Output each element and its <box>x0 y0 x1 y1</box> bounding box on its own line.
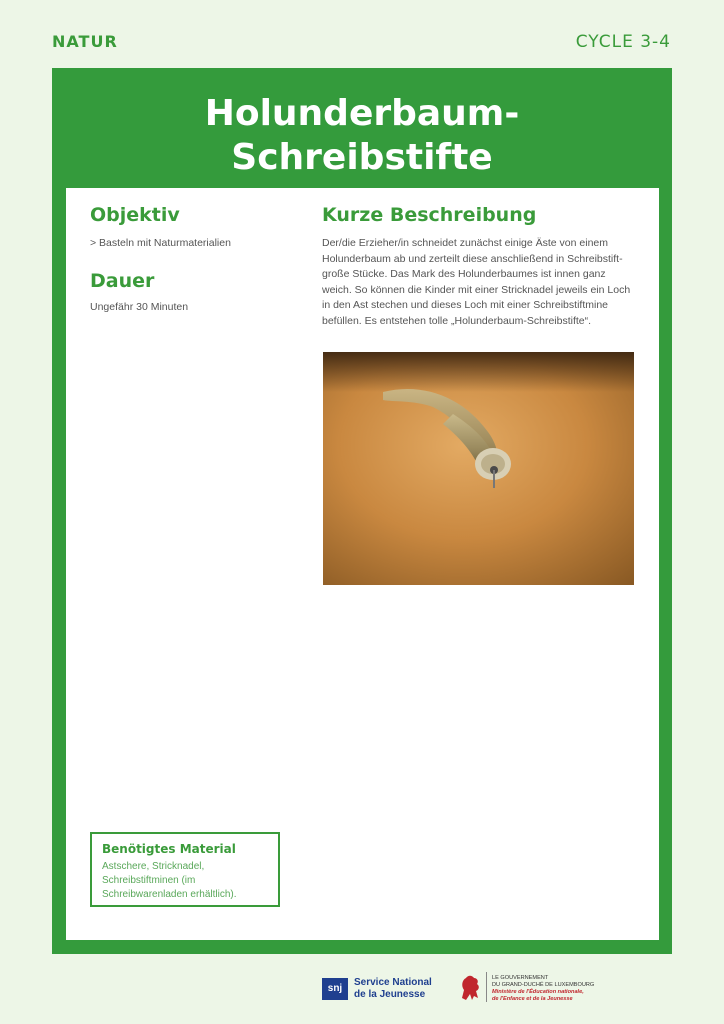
material-heading: Benötigtes Material <box>102 842 236 856</box>
duration-heading: Dauer <box>90 270 155 292</box>
gov-line-3: Ministère de l'Éducation nationale, <box>492 989 584 995</box>
elder-pen-photo <box>323 352 634 585</box>
snj-logo-icon: snj <box>322 978 348 1000</box>
title-line-1: Holunderbaum- <box>204 93 520 134</box>
gov-line-4: de l'Enfance et de la Jeunesse <box>492 996 573 1002</box>
description-text: Der/die Erzieher/in schneidet zunächst einige Äste von einem Holunderbaum ab und zerteilt diese anschließend in Schreibstift-große Stücke. Das Mark des Holunderbaumes ist innen ganz weich. So können die Kinder mit einer Stricknadel jeweils ein Loch in den Ast stechen und dieses Loch mit einer Schreibstiftmine befüllen. Es entstehen tolle „Holunderbaum-Schreibstifte“. <box>322 237 631 327</box>
snj-line-1: Service National <box>354 977 432 988</box>
material-text: Astschere, Stricknadel, Schreibstiftminen (im Schreibwarenladen erhältlich). <box>102 861 237 900</box>
divider <box>486 972 487 1002</box>
activity-card <box>52 68 672 954</box>
objective-text: > Basteln mit Naturmaterialien <box>90 237 231 249</box>
title-line-2: Schreibstifte <box>231 137 493 178</box>
government-logo-block <box>458 968 618 1008</box>
government-text <box>492 975 594 1003</box>
snj-logo-block <box>322 968 442 1008</box>
snj-name <box>354 977 432 1001</box>
elder-pen-image <box>323 352 634 585</box>
snj-line-2: de la Jeunesse <box>354 989 426 1000</box>
gov-line-2: DU GRAND-DUCHÉ DE LUXEMBOURG <box>492 982 595 988</box>
page-title <box>52 92 672 180</box>
content-panel <box>66 188 659 940</box>
duration-text: Ungefähr 30 Minuten <box>90 301 189 313</box>
category-label: NATUR <box>52 32 118 51</box>
description-heading: Kurze Beschreibung <box>322 204 537 226</box>
objective-heading: Objektiv <box>90 204 180 226</box>
red-lion-icon <box>458 972 482 1002</box>
material-box <box>90 832 280 907</box>
cycle-label: CYCLE 3-4 <box>575 32 671 52</box>
gov-line-1: LE GOUVERNEMENT <box>492 975 549 981</box>
